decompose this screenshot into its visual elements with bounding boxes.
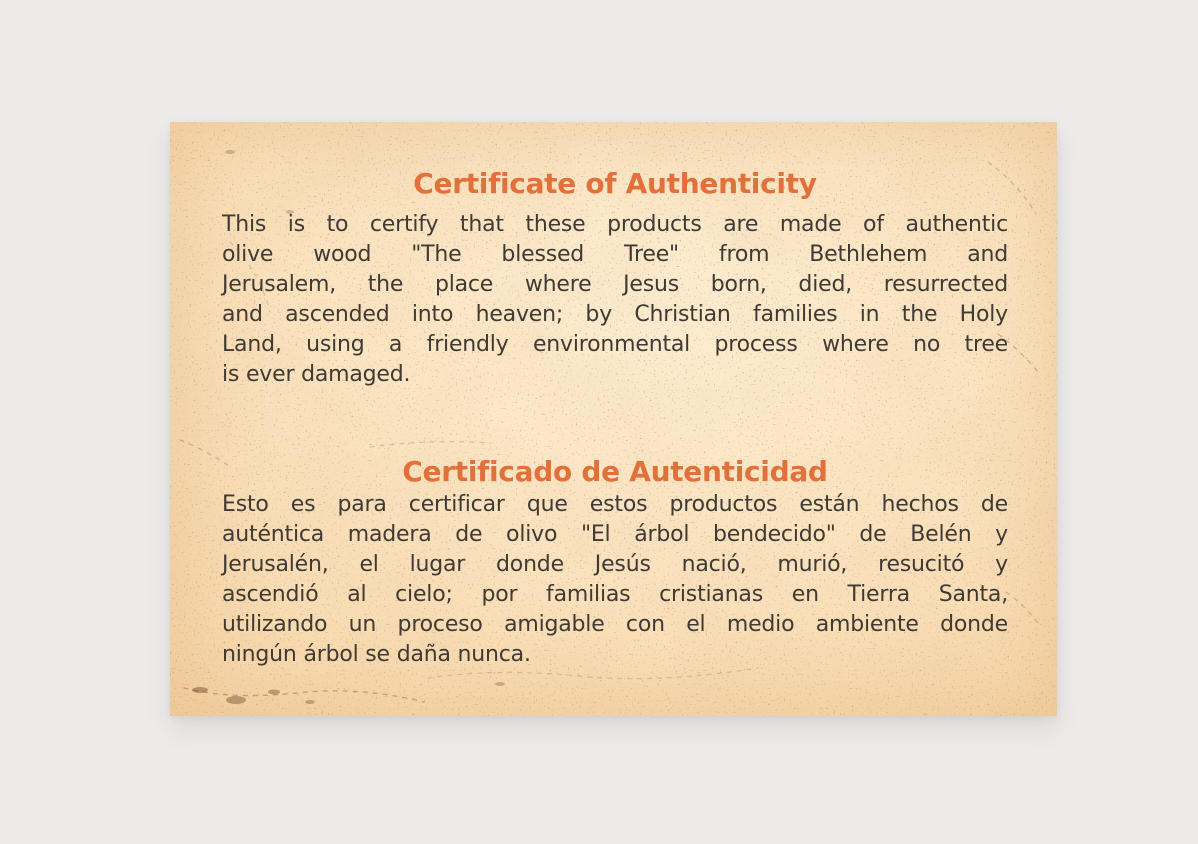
spanish-paragraph [222,490,1008,670]
text-line: is ever damaged. [222,362,411,387]
text-line: ascendió al cielo; por familias cristianas en Tierra Santa, [222,582,1008,607]
text-line: utilizando un proceso amigable con el medio ambiente donde [222,612,1008,637]
certificate-content [170,122,1057,716]
text-line: Jerusalén, el lugar donde Jesús nació, murió, resucitó y [222,552,1008,577]
text-line: auténtica madera de olivo "El árbol bendecido" de Belén y [222,522,1008,547]
text-line: Esto es para certificar que estos productos están hechos de [222,492,1008,517]
text-line: Land, using a friendly environmental process where no tree [222,332,1008,357]
certificate-card [170,122,1057,716]
text-line: Jerusalem, the place where Jesus born, died, resurrected [222,272,1008,297]
english-title: Certificate of Authenticity [413,167,817,200]
text-line: and ascended into heaven; by Christian families in the Holy [222,302,1008,327]
spanish-title: Certificado de Autenticidad [402,455,828,488]
text-line: ningún árbol se daña nunca. [222,642,531,667]
english-paragraph [222,210,1008,390]
text-line: This is to certify that these products are made of authentic [222,212,1008,237]
text-line: olive wood "The blessed Tree" from Bethlehem and [222,242,1008,267]
